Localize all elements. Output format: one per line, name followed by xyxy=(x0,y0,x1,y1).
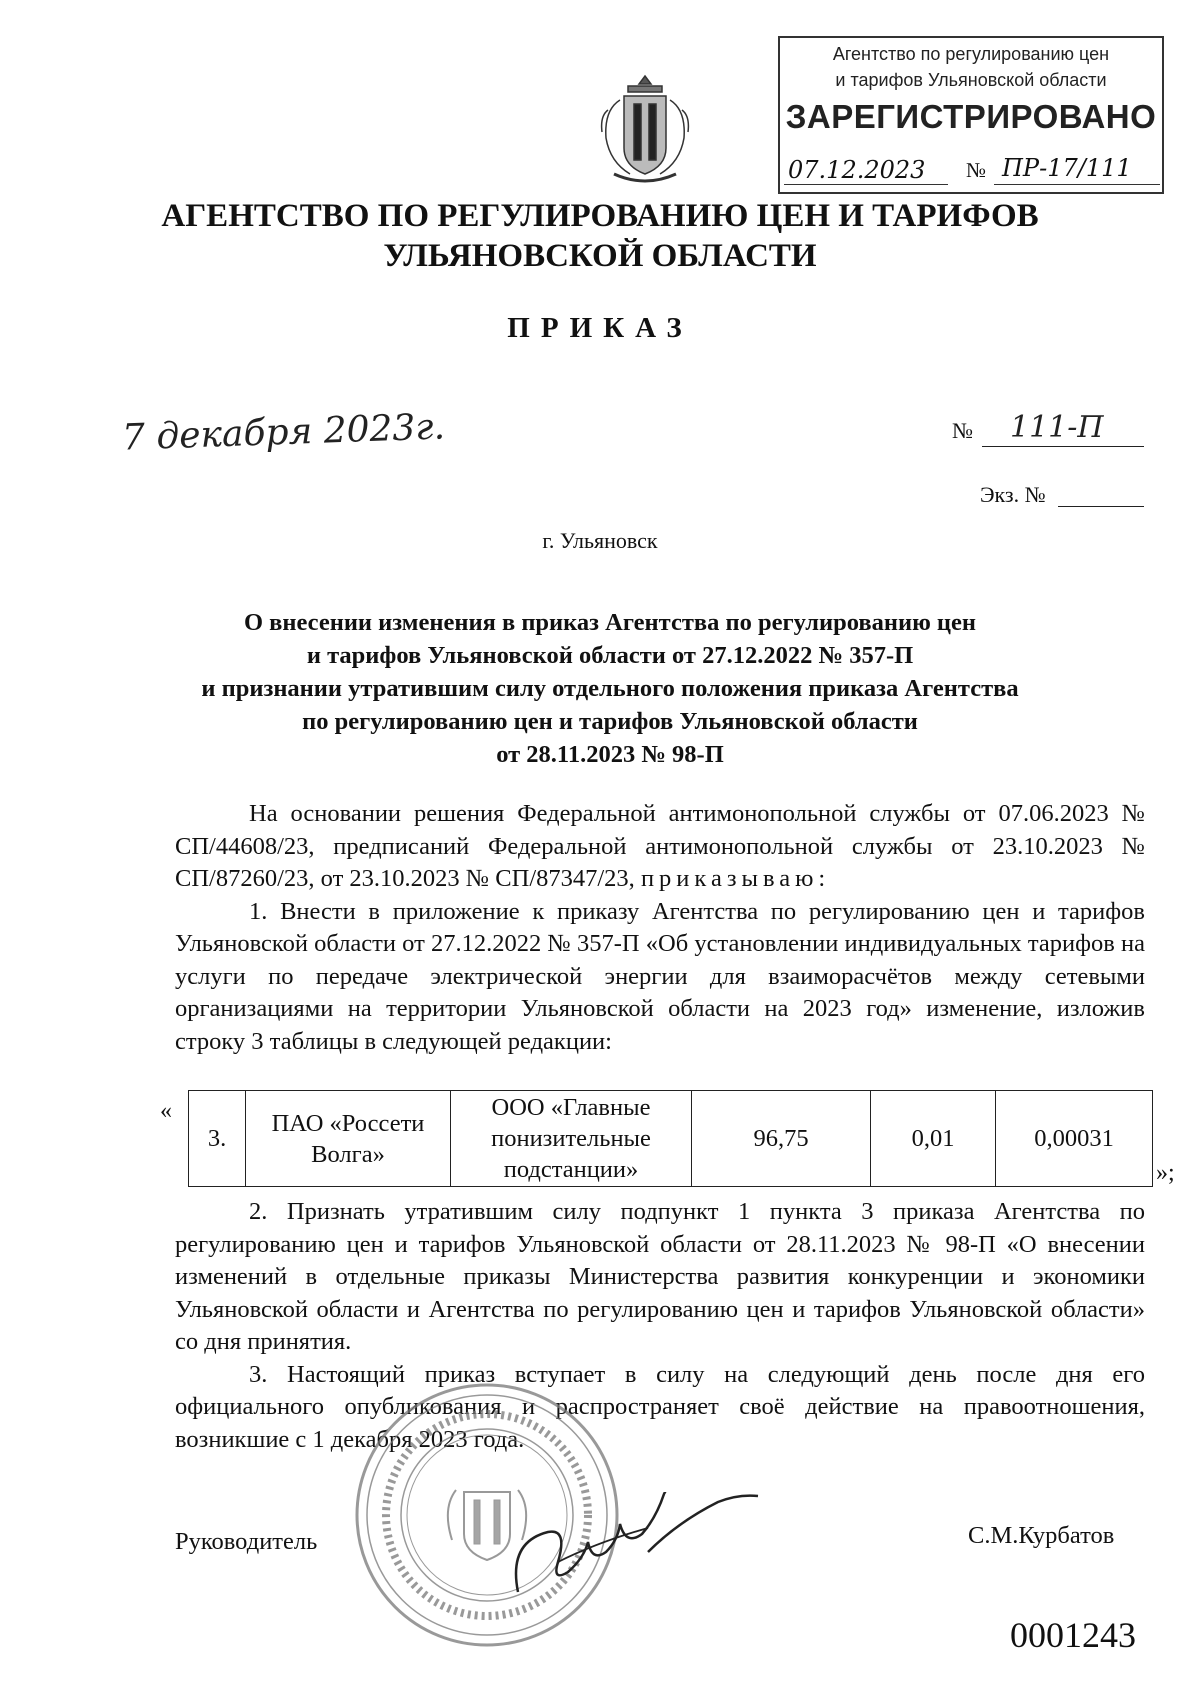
handwritten-signature xyxy=(498,1492,778,1612)
subject-line3: и признании утратившим силу отдельного положения приказа Агентства xyxy=(201,675,1019,702)
handwritten-date: 7 декабря 2023г. xyxy=(121,406,446,459)
amendment-table xyxy=(188,1090,1153,1187)
item-3: 3. Настоящий приказ вступает в силу на следующий день после дня его официального опубликования и распространяет своё действие на правоотношения, возникшие с 1 декабря 2023 года. xyxy=(175,1360,1145,1453)
subject-line5: от 28.11.2023 № 98-П xyxy=(496,741,724,768)
preamble-paragraph xyxy=(175,798,1145,896)
order-number-label: № xyxy=(952,418,973,443)
stamp-date-line xyxy=(784,184,948,185)
document-type: ПРИКАЗ xyxy=(507,312,693,344)
order-body-bottom xyxy=(175,1196,1145,1456)
quote-close: »; xyxy=(1156,1160,1175,1186)
order-number-value: 111-П xyxy=(1010,410,1104,445)
item-1: 1. Внести в приложение к приказу Агентства по регулированию цен и тарифов Ульяновской области от 27.12.2022 № 357-П «Об установлении индивидуальных тарифов на услуги по передаче электрической энергии для взаиморасчётов между сетевыми организациями на территории Ульяновской области на 2023 год» изменение, изложив строку 3 таблицы в следующей редакции: xyxy=(175,897,1145,1055)
order-number-line xyxy=(982,446,1144,447)
stamp-status: ЗАРЕГИСТРИРОВАНО xyxy=(785,98,1157,135)
subject-line2: и тарифов Ульяновской области от 27.12.2022 № 357-П xyxy=(306,642,914,669)
stamp-number-sign: № xyxy=(966,158,987,182)
order-subject xyxy=(170,606,1050,771)
signatory-name: С.М.Курбатов xyxy=(968,1522,1115,1549)
signatory-position: Руководитель xyxy=(175,1528,318,1555)
cell-value-1: 96,75 xyxy=(692,1091,871,1187)
stamp-date: 07.12.2023 xyxy=(788,156,926,184)
city: г. Ульяновск xyxy=(542,528,658,553)
copy-number-line xyxy=(1058,506,1144,507)
preamble-text: На основании решения Федеральной антимонопольной службы от 07.06.2023 № СП/44608/23, предписаний Федеральной антимонопольной службы от 23.10.2023 № СП/87260/23, от 23.10.2023 № СП/87347/23, xyxy=(175,800,1145,892)
stamp-agency-line2: и тарифов Ульяновской области xyxy=(835,70,1107,90)
stamp-number: ПР-17/111 xyxy=(1002,154,1132,182)
table-row xyxy=(189,1091,1153,1187)
order-body-top xyxy=(175,798,1145,1058)
stamp-agency-line1: Агентство по регулированию цен xyxy=(832,44,1110,64)
cell-number: 3. xyxy=(189,1091,246,1187)
subject-line1: О внесении изменения в приказ Агентства по регулированию цен xyxy=(243,609,977,636)
cell-value-3: 0,00031 xyxy=(996,1091,1153,1187)
cell-organization: ПАО «Россети Волга» xyxy=(246,1091,451,1187)
copy-number-label: Экз. № xyxy=(980,482,1046,507)
serial-number: 0001243 xyxy=(1010,1615,1136,1655)
item-2: 2. Признать утратившим силу подпункт 1 пункта 3 приказа Агентства по регулированию цен и тарифов Ульяновской области от 28.11.2023 № 98-П «О внесении изменений в отдельные приказы Министерства развития конкуренции и экономики Ульяновской области и Агентства по регулированию цен и тарифов Ульяновской области» со дня принятия. xyxy=(175,1198,1145,1355)
preamble-command: приказываю: xyxy=(640,865,831,892)
subject-line4: по регулированию цен и тарифов Ульяновской области xyxy=(302,708,918,735)
quote-open: « xyxy=(160,1098,172,1124)
registration-stamp xyxy=(778,36,1164,194)
agency-title-line1: АГЕНТСТВО ПО РЕГУЛИРОВАНИЮ ЦЕН И ТАРИФОВ xyxy=(161,198,1039,234)
cell-counterparty: ООО «Главные понизительные подстанции» xyxy=(451,1091,692,1187)
coat-of-arms-emblem xyxy=(580,70,710,190)
cell-value-2: 0,01 xyxy=(871,1091,996,1187)
stamp-number-line xyxy=(994,184,1160,185)
agency-title-line2: УЛЬЯНОВСКОЙ ОБЛАСТИ xyxy=(383,238,817,274)
